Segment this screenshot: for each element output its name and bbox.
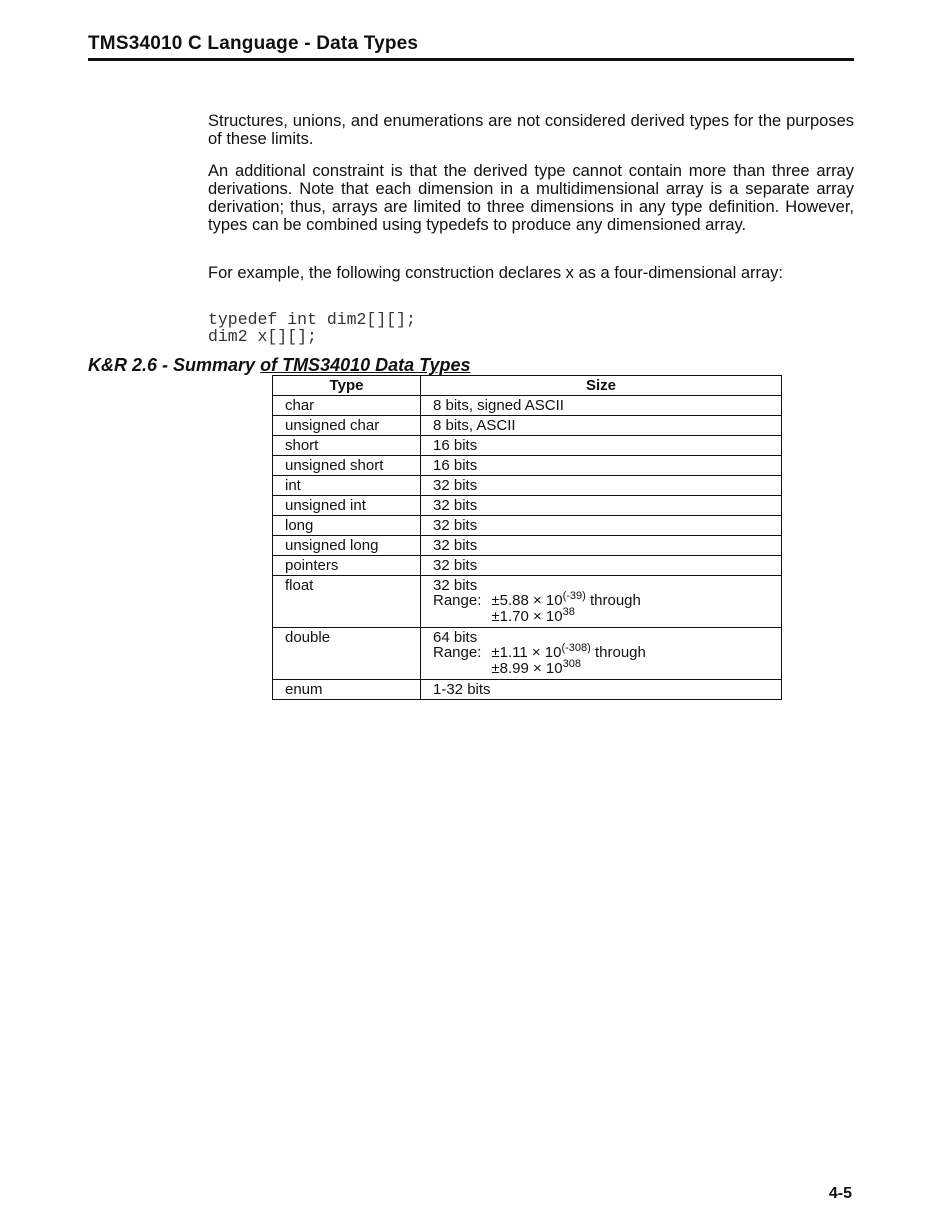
type-cell: short xyxy=(273,436,421,456)
table-row xyxy=(273,680,782,700)
section-title-prefix: K&R 2.6 - Summary xyxy=(88,355,256,375)
table-row-double xyxy=(273,628,782,680)
table-row xyxy=(273,456,782,476)
size-cell: 8 bits, ASCII xyxy=(421,416,782,436)
type-cell: char xyxy=(273,396,421,416)
section-title-rest: of TMS34010 Data Types xyxy=(260,355,471,375)
size-value: 64 bits xyxy=(433,629,478,646)
table-header-row xyxy=(273,376,782,396)
paragraph-derived-types: Structures, unions, and enumerations are not considered derived types for the purposes of these limits. xyxy=(208,112,854,148)
size-cell: 32 bits xyxy=(421,516,782,536)
code-line: typedef int dim2[][]; xyxy=(208,310,416,329)
type-cell: unsigned short xyxy=(273,456,421,476)
size-cell: 32 bits xyxy=(421,496,782,516)
running-header: TMS34010 C Language - Data Types xyxy=(88,33,419,54)
table-row xyxy=(273,496,782,516)
size-cell: 8 bits, signed ASCII xyxy=(421,396,782,416)
table-row-float xyxy=(273,576,782,628)
section-title xyxy=(88,355,471,376)
table-row xyxy=(273,476,782,496)
table-row xyxy=(273,416,782,436)
range-max: $\pm 1.70 \times 10^{38}$ xyxy=(491,606,575,625)
range-label: Range: xyxy=(433,592,482,609)
header-rule xyxy=(88,58,854,61)
range-min: $\pm 1.11 \times 10^{(-308)}$ through xyxy=(491,642,646,661)
size-cell xyxy=(421,576,782,628)
type-cell: unsigned char xyxy=(273,416,421,436)
table-row xyxy=(273,556,782,576)
page-number: 4-5 xyxy=(828,1185,852,1202)
size-cell: 32 bits xyxy=(421,476,782,496)
type-cell: unsigned int xyxy=(273,496,421,516)
data-types-table xyxy=(272,375,782,700)
paragraph-example-intro: For example, the following construction declares x as a four-dimensional array: xyxy=(208,264,784,282)
type-cell: long xyxy=(273,516,421,536)
range-block xyxy=(433,642,777,677)
size-cell: 32 bits xyxy=(421,536,782,556)
column-header-size: Size xyxy=(421,376,782,396)
table-row xyxy=(273,536,782,556)
table-row xyxy=(273,516,782,536)
size-cell: 16 bits xyxy=(421,456,782,476)
range-max: $\pm 8.99 \times 10^{308}$ xyxy=(491,658,581,677)
type-cell: double xyxy=(273,628,421,680)
type-cell: enum xyxy=(273,680,421,700)
code-example xyxy=(208,311,416,345)
size-value: 32 bits xyxy=(433,577,478,594)
type-cell: float xyxy=(273,576,421,628)
table-row xyxy=(273,436,782,456)
range-block xyxy=(433,590,777,625)
size-cell: 1-32 bits xyxy=(421,680,782,700)
paragraph-array-constraint: An additional constraint is that the derived type cannot contain more than three array derivations. Note that each dimension in a multidimensional array is a separate array derivation; thus, arrays are limited to three dimensions in any type definition. However, types can be combined using typedefs to produce any dimensioned array. xyxy=(208,162,854,234)
size-cell xyxy=(421,628,782,680)
type-cell: int xyxy=(273,476,421,496)
code-line: dim2 x[][]; xyxy=(208,327,317,346)
size-cell: 32 bits xyxy=(421,556,782,576)
type-cell: pointers xyxy=(273,556,421,576)
type-cell: unsigned long xyxy=(273,536,421,556)
size-cell: 16 bits xyxy=(421,436,782,456)
range-min: $\pm 5.88 \times 10^{(-39)}$ through xyxy=(491,590,641,609)
range-label: Range: xyxy=(433,644,482,661)
column-header-type: Type xyxy=(273,376,421,396)
table-row xyxy=(273,396,782,416)
